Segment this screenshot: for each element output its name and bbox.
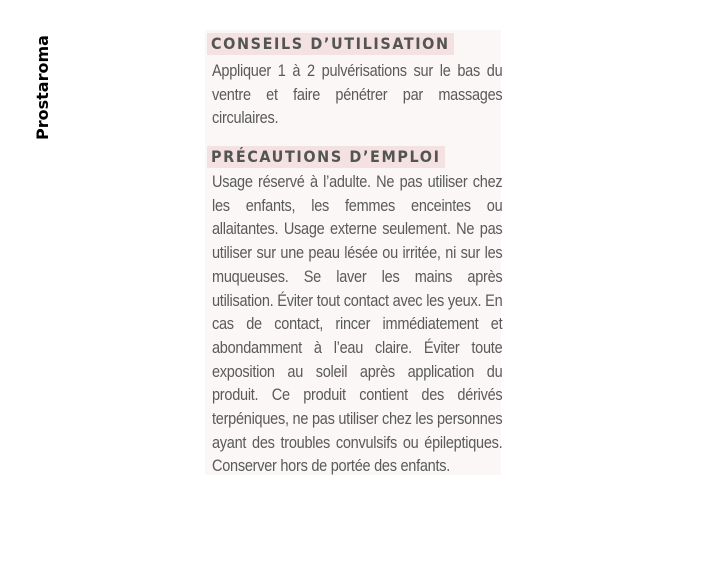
usage-text: Appliquer 1 à 2 pulvérisations sur le bas du ventre et faire pénétrer par massages circulaires.	[212, 62, 503, 128]
precautions-heading: PRÉCAUTIONS D’EMPLOI	[207, 146, 445, 168]
brand-label: Prostaroma	[33, 35, 52, 140]
usage-heading: CONSEILS D’UTILISATION	[207, 33, 454, 55]
precautions-text: Usage réservé à l’adulte. Ne pas utiliser chez les enfants, les femmes enceintes ou allaitantes. Usage externe seulement. Ne pas utiliser sur une peau lésée ou irritée, ni sur les muqueuses. Se laver les mains après utilisation. Éviter tout contact avec les yeux. En cas de contact, rincer immédiatement et abondamment à l’eau claire. Éviter toute exposition au soleil après application du produit. Ce produit contient des dérivés terpéniques, ne pas utiliser chez les personnes ayant des troubles convulsifs ou épileptiques. Conserver hors de portée des enfants.	[212, 173, 503, 476]
